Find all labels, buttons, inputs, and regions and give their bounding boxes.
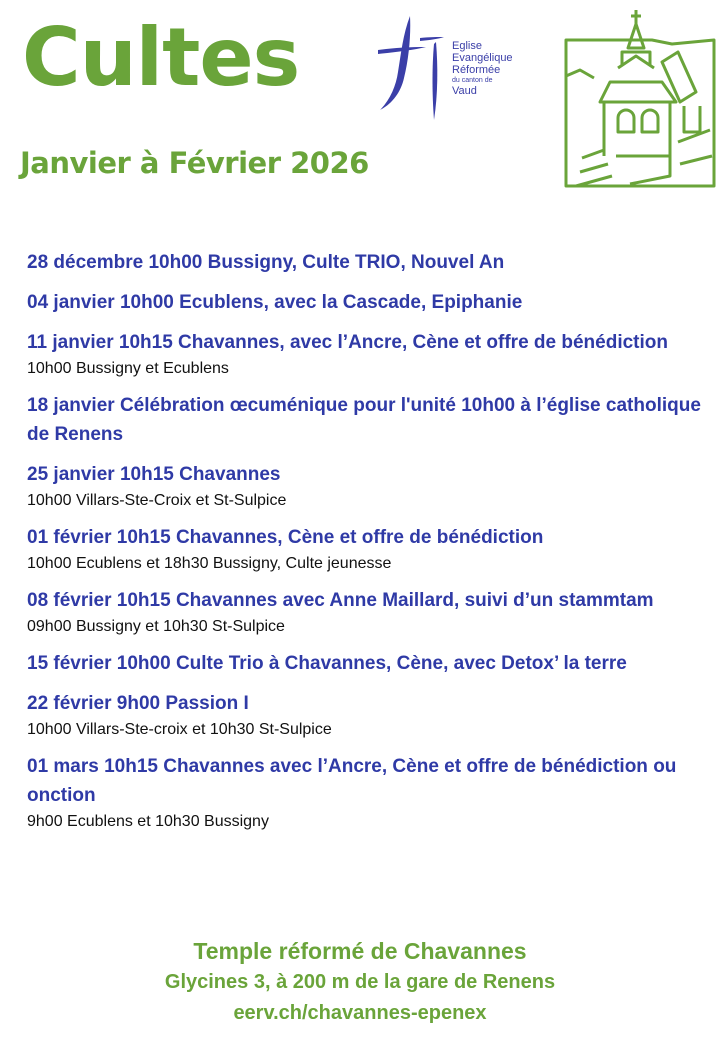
- schedule-item-title: 25 janvier 10h15 Chavannes: [27, 464, 281, 485]
- schedule-item-title: 22 février 9h00 Passion I: [27, 693, 249, 714]
- church-illustration-icon: [560, 6, 718, 188]
- schedule-item-title: 15 février 10h00 Culte Trio à Chavannes, Cène, avec Detox’ la terre: [27, 653, 627, 674]
- page-title: Cultes: [22, 11, 300, 104]
- schedule-item-detail: 09h00 Bussigny et 10h30 St-Sulpice: [27, 618, 285, 635]
- schedule-item: [27, 288, 717, 317]
- schedule-item-detail: 10h00 Ecublens et 18h30 Bussigny, Culte jeunesse: [27, 555, 392, 572]
- schedule-item-title: 01 février 10h15 Chavannes, Cène et offre de bénédiction: [27, 527, 544, 548]
- schedule-item-title: 11 janvier 10h15 Chavannes, avec l’Ancre, Cène et offre de bénédiction: [27, 332, 668, 353]
- schedule-item-title: 01 mars 10h15 Chavannes avec l’Ancre, Cène et offre de bénédiction ou onction: [27, 756, 677, 806]
- venue-footer: [0, 935, 720, 1029]
- page-subtitle: Janvier à Février 2026: [20, 146, 369, 180]
- schedule-item-detail: 10h00 Bussigny et Ecublens: [27, 360, 229, 377]
- schedule-item-title: 04 janvier 10h00 Ecublens, avec la Cascade, Epiphanie: [27, 292, 523, 313]
- schedule-item: [27, 689, 717, 741]
- eerv-logo-text: [452, 40, 513, 97]
- schedule-item: [27, 523, 717, 575]
- schedule-item-detail: 10h00 Villars-Ste-Croix et St-Sulpice: [27, 492, 287, 509]
- logo-line-2: Evangélique: [452, 52, 513, 64]
- schedule-item-detail: 9h00 Ecublens et 10h30 Bussigny: [27, 813, 269, 830]
- website-link[interactable]: eerv.ch/chavannes-epenex: [233, 1002, 487, 1024]
- schedule-item: [27, 391, 717, 449]
- schedule-item-title: 28 décembre 10h00 Bussigny, Culte TRIO, Nouvel An: [27, 252, 505, 273]
- schedule-item-title: 18 janvier Célébration œcuménique pour l'unité 10h00 à l’église catholique de Renens: [27, 395, 701, 445]
- logo-line-3: Réformée: [452, 64, 501, 76]
- service-schedule: [27, 248, 717, 844]
- schedule-item-title: 08 février 10h15 Chavannes avec Anne Maillard, suivi d’un stammtam: [27, 590, 654, 611]
- logo-line-1: Eglise: [452, 40, 482, 52]
- schedule-item: [27, 586, 717, 638]
- schedule-item-detail: 10h00 Villars-Ste-croix et 10h30 St-Sulpice: [27, 721, 332, 738]
- venue-address: Glycines 3, à 200 m de la gare de Renens: [164, 971, 556, 993]
- logo-line-5: Vaud: [452, 85, 477, 97]
- schedule-item: [27, 752, 717, 833]
- venue-name: Temple réformé de Chavannes: [193, 938, 527, 964]
- schedule-item: [27, 649, 717, 678]
- logo-line-4: du canton de: [452, 77, 493, 84]
- schedule-item: [27, 328, 717, 380]
- schedule-item: [27, 248, 717, 277]
- schedule-item: [27, 460, 717, 512]
